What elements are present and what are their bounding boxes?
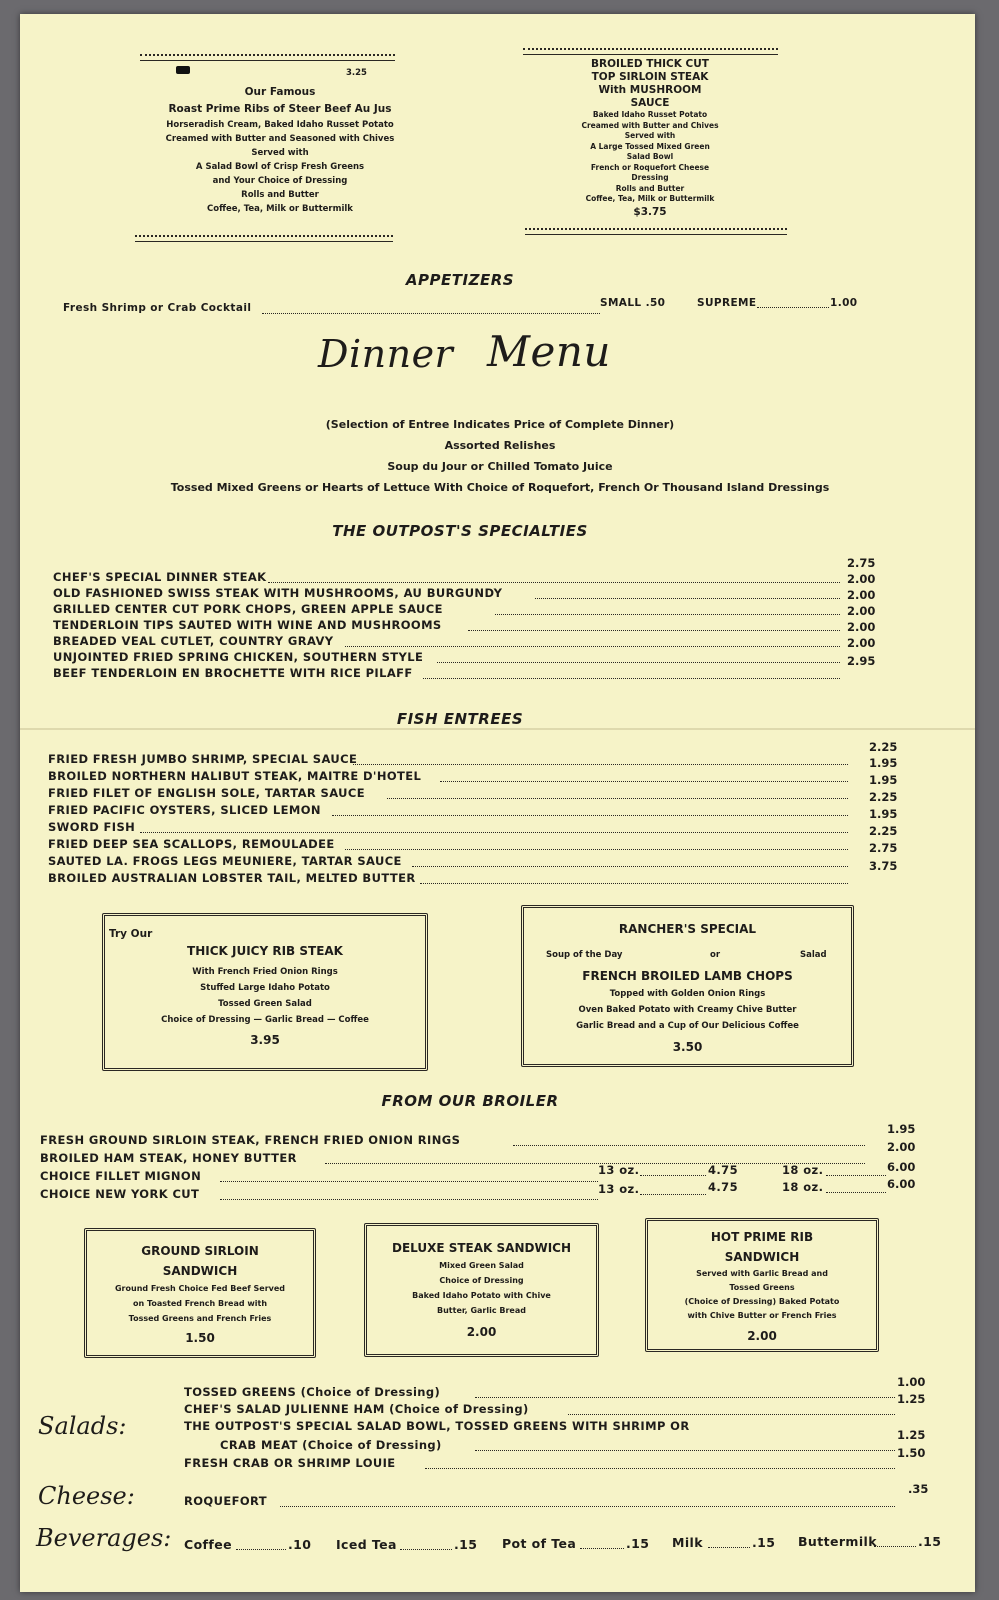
leader-dots <box>268 582 840 583</box>
fish-price: 2.25 <box>869 740 898 754</box>
prime-rib-line: Rolls and Butter <box>241 190 319 200</box>
rib-title: THICK JUICY RIB STEAK <box>187 944 343 958</box>
sandwich-line: Tossed Greens <box>729 1283 795 1292</box>
broiler-cut-oz18: 18 oz. <box>782 1180 824 1194</box>
rancher-subtitle: FRENCH BROILED LAMB CHOPS <box>582 969 793 983</box>
specialty-name: TENDERLOIN TIPS SAUTED WITH WINE AND MUSHROOMS <box>53 618 442 632</box>
cheese-name: ROQUEFORT <box>184 1494 268 1508</box>
sandwich-title: SANDWICH <box>724 1250 800 1264</box>
specialty-price: 2.00 <box>847 620 876 634</box>
specialty-price: 2.00 <box>847 604 876 618</box>
fish-name: SAUTED LA. FROGS LEGS MEUNIERE, TARTAR SAUCE <box>48 854 402 868</box>
sirloin-line: Creamed with Butter and Chives <box>581 120 719 130</box>
sirloin-title: SAUCE <box>630 97 670 109</box>
sirloin-line: French or Roquefort Cheese <box>590 162 710 172</box>
fish-name: FRIED PACIFIC OYSTERS, SLICED LEMON <box>48 803 321 817</box>
broiler-name: BROILED HAM STEAK, HONEY BUTTER <box>40 1151 297 1165</box>
sandwich-title: GROUND SIRLOIN <box>141 1244 259 1258</box>
sandwich-line: on Toasted French Bread with <box>132 1299 268 1308</box>
broiler-cut-p13: 4.75 <box>708 1163 738 1177</box>
fish-name: FRIED FRESH JUMBO SHRIMP, SPECIAL SAUCE <box>48 752 358 766</box>
prime-rib-line: Coffee, Tea, Milk or Buttermilk <box>207 204 353 214</box>
intro-line: (Selection of Entree Indicates Price of Complete Dinner) <box>325 418 675 431</box>
leader-dots <box>640 1194 706 1195</box>
leader-dots <box>826 1192 886 1193</box>
sandwich-line: Baked Idaho Potato with Chive <box>412 1291 551 1300</box>
rancher-salad: Salad <box>800 950 827 960</box>
rib-line: Choice of Dressing — Garlic Bread — Coffee <box>161 1015 369 1025</box>
rancher-line: Garlic Bread and a Cup of Our Delicious Coffee <box>576 1021 799 1031</box>
top-right-rule-bottom <box>525 228 787 235</box>
leader-dots <box>826 1175 886 1176</box>
beverage-price: .15 <box>752 1535 776 1550</box>
beverage-name: Milk <box>672 1535 703 1550</box>
prime-rib-title1: Our Famous <box>244 86 316 98</box>
rancher-or: or <box>710 950 721 960</box>
broiler-heading: FROM OUR BROILER <box>381 1092 559 1110</box>
sirloin-title: TOP SIRLOIN STEAK <box>591 71 709 83</box>
broiler-cut-p13: 4.75 <box>708 1180 738 1194</box>
prime-rib-line: Creamed with Butter and Seasoned with Chives <box>165 134 395 144</box>
fish-heading: FISH ENTREES <box>396 710 524 728</box>
ink-blot <box>176 66 190 74</box>
leader-dots <box>400 1549 452 1550</box>
title-menu: Menu <box>487 327 611 376</box>
intro-line: Tossed Mixed Greens or Hearts of Lettuce With Choice of Roquefort, French Or Thousand Island Dressings <box>170 481 830 494</box>
leader-dots <box>580 1548 624 1549</box>
sandwich-box-hot-prime-rib <box>645 1218 879 1352</box>
rib-line: With French Fried Onion Rings <box>192 967 338 977</box>
sandwich-title: SANDWICH <box>162 1264 238 1278</box>
fish-name: BROILED NORTHERN HALIBUT STEAK, MAITRE D'HOTEL <box>48 769 422 783</box>
sandwich-line: Tossed Greens and French Fries <box>128 1314 272 1323</box>
sandwich-box-ground-sirloin <box>84 1228 316 1358</box>
leader-dots <box>468 630 840 631</box>
fish-name: FRIED FILET OF ENGLISH SOLE, TARTAR SAUCE <box>48 786 366 800</box>
prime-rib-line: and Your Choice of Dressing <box>212 176 348 186</box>
leader-dots <box>236 1549 286 1550</box>
prime-rib-line: A Salad Bowl of Crisp Fresh Greens <box>195 162 365 172</box>
sandwich-price: 1.50 <box>185 1331 215 1345</box>
leader-dots <box>440 781 848 782</box>
sirloin-line: Salad Bowl <box>626 152 674 161</box>
sirloin-line: Dressing <box>631 173 669 182</box>
fish-price: 2.25 <box>869 790 898 804</box>
leader-dots <box>280 1506 895 1507</box>
leader-dots <box>640 1175 706 1176</box>
top-left-rule-bottom <box>135 235 393 242</box>
appetizer-item: Fresh Shrimp or Crab Cocktail <box>63 302 252 314</box>
appetizer-small: SMALL .50 <box>600 297 666 309</box>
specialty-name: OLD FASHIONED SWISS STEAK WITH MUSHROOMS, AU BURGUNDY <box>53 586 503 600</box>
sirloin-line: Baked Idaho Russet Potato <box>592 110 708 119</box>
salad-name: CHEF'S SALAD JULIENNE HAM (Choice of Dressing) <box>184 1402 529 1416</box>
salad-name: TOSSED GREENS (Choice of Dressing) <box>184 1385 441 1399</box>
salad-price: 1.25 <box>897 1392 926 1406</box>
leader-dots <box>475 1397 895 1398</box>
leader-dots <box>437 662 840 663</box>
rib-try-our: Try Our <box>109 928 153 940</box>
specialty-name: BEEF TENDERLOIN EN BROCHETTE WITH RICE PILAFF <box>53 666 413 680</box>
fish-price: 1.95 <box>869 807 898 821</box>
fish-name: FRIED DEEP SEA SCALLOPS, REMOULADEE <box>48 837 335 851</box>
leader-dots <box>353 764 848 765</box>
leader-dots <box>345 646 840 647</box>
fish-price: 2.75 <box>869 841 898 855</box>
broiler-cut-oz13: 13 oz. <box>598 1163 640 1177</box>
beverage-name: Iced Tea <box>336 1537 397 1552</box>
sandwich-line: Butter, Garlic Bread <box>437 1306 526 1315</box>
leader-dots <box>757 307 829 308</box>
intro-line: Assorted Relishes <box>444 439 556 452</box>
appetizers-heading: APPETIZERS <box>405 271 515 289</box>
fish-name: BROILED AUSTRALIAN LOBSTER TAIL, MELTED BUTTER <box>48 871 416 885</box>
salad-name: FRESH CRAB OR SHRIMP LOUIE <box>184 1456 396 1470</box>
sandwich-line: Mixed Green Salad <box>439 1261 524 1270</box>
sirloin-block <box>510 58 790 219</box>
leader-dots <box>475 1450 895 1451</box>
leader-dots <box>874 1546 916 1547</box>
specialty-name: UNJOINTED FRIED SPRING CHICKEN, SOUTHERN STYLE <box>53 650 424 664</box>
broiler-cut-p18: 6.00 <box>887 1160 916 1174</box>
sandwich-title: DELUXE STEAK SANDWICH <box>391 1241 572 1255</box>
broiler-price: 1.95 <box>887 1122 916 1136</box>
appetizer-supreme-price: 1.00 <box>830 297 858 309</box>
beverages-label: Beverages: <box>36 1524 172 1552</box>
leader-dots <box>412 866 848 867</box>
broiler-cut-oz13: 13 oz. <box>598 1182 640 1196</box>
salad-name: THE OUTPOST'S SPECIAL SALAD BOWL, TOSSED GREENS WITH SHRIMP OR <box>184 1419 690 1433</box>
beverage-name: Coffee <box>184 1537 232 1552</box>
specialty-name: GRILLED CENTER CUT PORK CHOPS, GREEN APPLE SAUCE <box>53 602 443 616</box>
sandwich-line: with Chive Butter or French Fries <box>687 1311 837 1320</box>
salad-price: 1.25 <box>897 1428 926 1442</box>
top-left-rule <box>140 54 395 61</box>
specialty-name: BREADED VEAL CUTLET, COUNTRY GRAVY <box>53 634 334 648</box>
fish-price: 2.25 <box>869 824 898 838</box>
salad-price: 1.50 <box>897 1446 926 1460</box>
specialty-price: 2.00 <box>847 636 876 650</box>
beverage-name: Pot of Tea <box>502 1536 577 1551</box>
sirloin-line: Rolls and Butter <box>615 183 685 193</box>
specialty-price: 2.00 <box>847 588 876 602</box>
intro-line: Soup du Jour or Chilled Tomato Juice <box>387 460 613 473</box>
broiler-name: FRESH GROUND SIRLOIN STEAK, FRENCH FRIED ONION RINGS <box>40 1133 461 1147</box>
beverage-price: .10 <box>288 1537 312 1552</box>
sirloin-price: $3.75 <box>633 205 667 218</box>
appetizer-supreme: SUPREME <box>697 297 757 309</box>
sandwich-line: Choice of Dressing <box>439 1276 524 1285</box>
specialty-price: 2.95 <box>847 654 876 668</box>
leader-dots <box>420 883 848 884</box>
leader-dots <box>220 1199 598 1200</box>
rancher-price: 3.50 <box>672 1040 703 1054</box>
sirloin-line: Coffee, Tea, Milk or Buttermilk <box>585 194 715 203</box>
rib-steak-box <box>102 913 428 1071</box>
sandwich-price: 2.00 <box>747 1329 777 1343</box>
broiler-cut-p18: 6.00 <box>887 1177 916 1191</box>
fold-crease <box>20 728 975 730</box>
rancher-line: Oven Baked Potato with Creamy Chive Butter <box>578 1005 797 1015</box>
sandwich-line: Served with Garlic Bread and <box>696 1269 828 1278</box>
leader-dots <box>513 1145 865 1146</box>
beverage-price: .15 <box>626 1536 650 1551</box>
leader-dots <box>495 614 840 615</box>
broiler-cut-name: CHOICE FILLET MIGNON <box>40 1169 202 1183</box>
rancher-soup: Soup of the Day <box>546 950 623 960</box>
sirloin-title: With MUSHROOM <box>598 84 702 96</box>
sandwich-line: Ground Fresh Choice Fed Beef Served <box>114 1284 286 1293</box>
leader-dots <box>345 849 848 850</box>
fish-name: SWORD FISH <box>48 820 136 834</box>
sirloin-title: BROILED THICK CUT <box>591 58 709 70</box>
rib-price: 3.95 <box>250 1033 280 1047</box>
fish-price: 3.75 <box>869 859 898 873</box>
specialties-heading: THE OUTPOST'S SPECIALTIES <box>332 522 588 540</box>
prime-rib-line: Horseradish Cream, Baked Idaho Russet Potato <box>166 120 394 130</box>
leader-dots <box>140 832 848 833</box>
ranchers-special-box <box>521 905 854 1067</box>
leader-dots <box>535 598 840 599</box>
salad-price: 1.00 <box>897 1375 926 1389</box>
sandwich-line: (Choice of Dressing) Baked Potato <box>684 1297 840 1306</box>
beverage-price: .15 <box>918 1534 942 1549</box>
leader-dots <box>332 815 848 816</box>
fish-price: 1.95 <box>869 773 898 787</box>
sandwich-price: 2.00 <box>466 1325 497 1339</box>
broiler-price: 2.00 <box>887 1140 916 1154</box>
leader-dots <box>568 1414 895 1415</box>
rancher-line: Topped with Golden Onion Rings <box>609 989 766 999</box>
broiler-cut-name: CHOICE NEW YORK CUT <box>40 1187 200 1201</box>
specialty-price: 2.75 <box>847 556 876 570</box>
salad-name: CRAB MEAT (Choice of Dressing) <box>220 1438 442 1452</box>
rib-line: Stuffed Large Idaho Potato <box>200 983 330 993</box>
specialty-price: 2.00 <box>847 572 876 586</box>
specialty-name: CHEF'S SPECIAL DINNER STEAK <box>53 570 267 584</box>
leader-dots <box>708 1547 750 1548</box>
salads-label: Salads: <box>38 1412 127 1440</box>
broiler-cut-oz18: 18 oz. <box>782 1163 824 1177</box>
prime-rib-line: Served with <box>251 148 309 158</box>
sirloin-line: Served with <box>624 131 676 140</box>
sandwich-title: HOT PRIME RIB <box>710 1230 814 1244</box>
top-right-rule <box>523 48 778 55</box>
beverage-name: Buttermilk <box>798 1534 877 1549</box>
intro-block <box>40 414 960 498</box>
cheese-price: .35 <box>908 1482 929 1496</box>
sirloin-line: A Large Tossed Mixed Green <box>590 141 710 151</box>
beverage-price: .15 <box>454 1537 478 1552</box>
rib-line: Tossed Green Salad <box>218 999 312 1009</box>
leader-dots <box>262 313 600 314</box>
leader-dots <box>425 1468 895 1469</box>
fish-price: 1.95 <box>869 756 898 770</box>
prime-rib-price: 3.25 <box>346 68 367 78</box>
sandwich-box-deluxe-steak <box>364 1223 599 1357</box>
leader-dots <box>220 1181 598 1182</box>
prime-rib-block <box>140 84 420 216</box>
leader-dots <box>423 678 840 679</box>
cheese-label: Cheese: <box>38 1482 135 1510</box>
leader-dots <box>387 798 848 799</box>
prime-rib-title2: Roast Prime Ribs of Steer Beef Au Jus <box>168 103 392 115</box>
rancher-title: RANCHER'S SPECIAL <box>618 922 757 936</box>
title-dinner: Dinner <box>318 332 454 376</box>
